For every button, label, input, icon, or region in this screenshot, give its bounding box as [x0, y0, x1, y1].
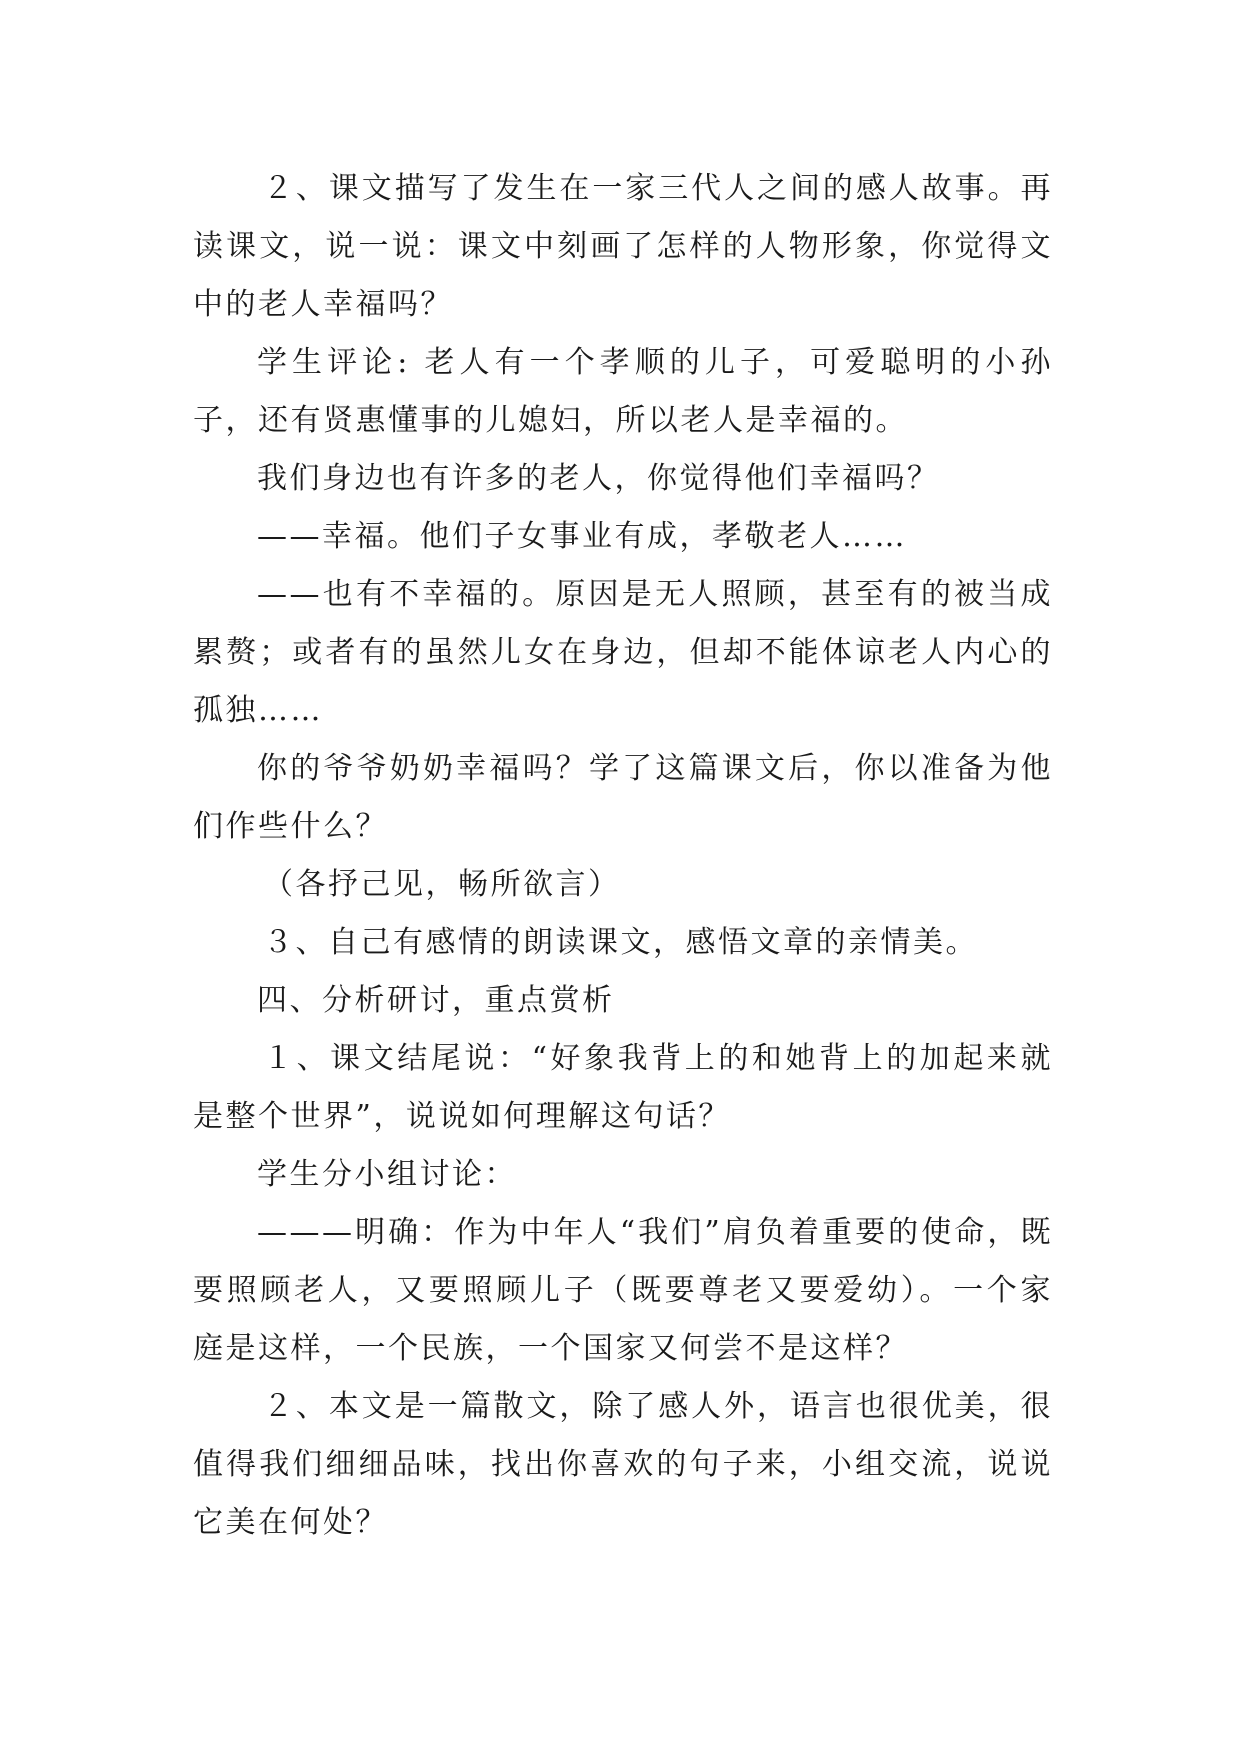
- paragraph-question-2: ２、课文描写了发生在一家三代人之间的感人故事。再读课文，说一说：课文中刻画了怎样的人物形象，你觉得文中的老人幸福吗？: [193, 171, 1053, 322]
- paragraph-free-discussion: （各抒己见，畅所欲言）: [263, 867, 621, 902]
- paragraph-answer-unhappy: ——也有不幸福的。原因是无人照顾，甚至有的被当成累赘；或者有的虽然儿女在身边，但却不能体谅老人内心的孤独……: [193, 577, 1053, 728]
- paragraph-analysis-2: ２、本文是一篇散文，除了感人外，语言也很优美，很值得我们细细品味，找出你喜欢的句子来，小组交流，说说它美在何处？: [193, 1389, 1053, 1540]
- paragraph-clarification: ———明确：作为中年人“我们”肩负着重要的使命，既要照顾老人，又要照顾儿子（既要尊老又要爱幼）。一个家庭是这样，一个民族，一个国家又何尝不是这样？: [193, 1215, 1053, 1366]
- paragraph-group-discussion: 学生分小组讨论：: [257, 1157, 517, 1192]
- paragraph-analysis-1: １、课文结尾说：“好象我背上的和她背上的加起来就是整个世界”，说说如何理解这句话？: [193, 1041, 1053, 1134]
- paragraph-answer-happy: ——幸福。他们子女事业有成，孝敬老人……: [257, 519, 907, 554]
- document-body: [193, 160, 1053, 1552]
- paragraph-grandparents-question: 你的爷爷奶奶幸福吗？学了这篇课文后，你以准备为他们作些什么？: [193, 751, 1053, 844]
- paragraph-elderly-question: 我们身边也有许多的老人，你觉得他们幸福吗？: [257, 461, 940, 496]
- paragraph-item-3: ３、自己有感情的朗读课文，感悟文章的亲情美。: [263, 925, 978, 960]
- paragraph-student-comment: 学生评论: 老人有一个孝顺的儿子，可爱聪明的小孙子，还有贤惠懂事的儿媳妇，所以老人是幸福的。: [193, 345, 1053, 438]
- section-heading-4: 四、分析研讨，重点赏析: [257, 983, 615, 1018]
